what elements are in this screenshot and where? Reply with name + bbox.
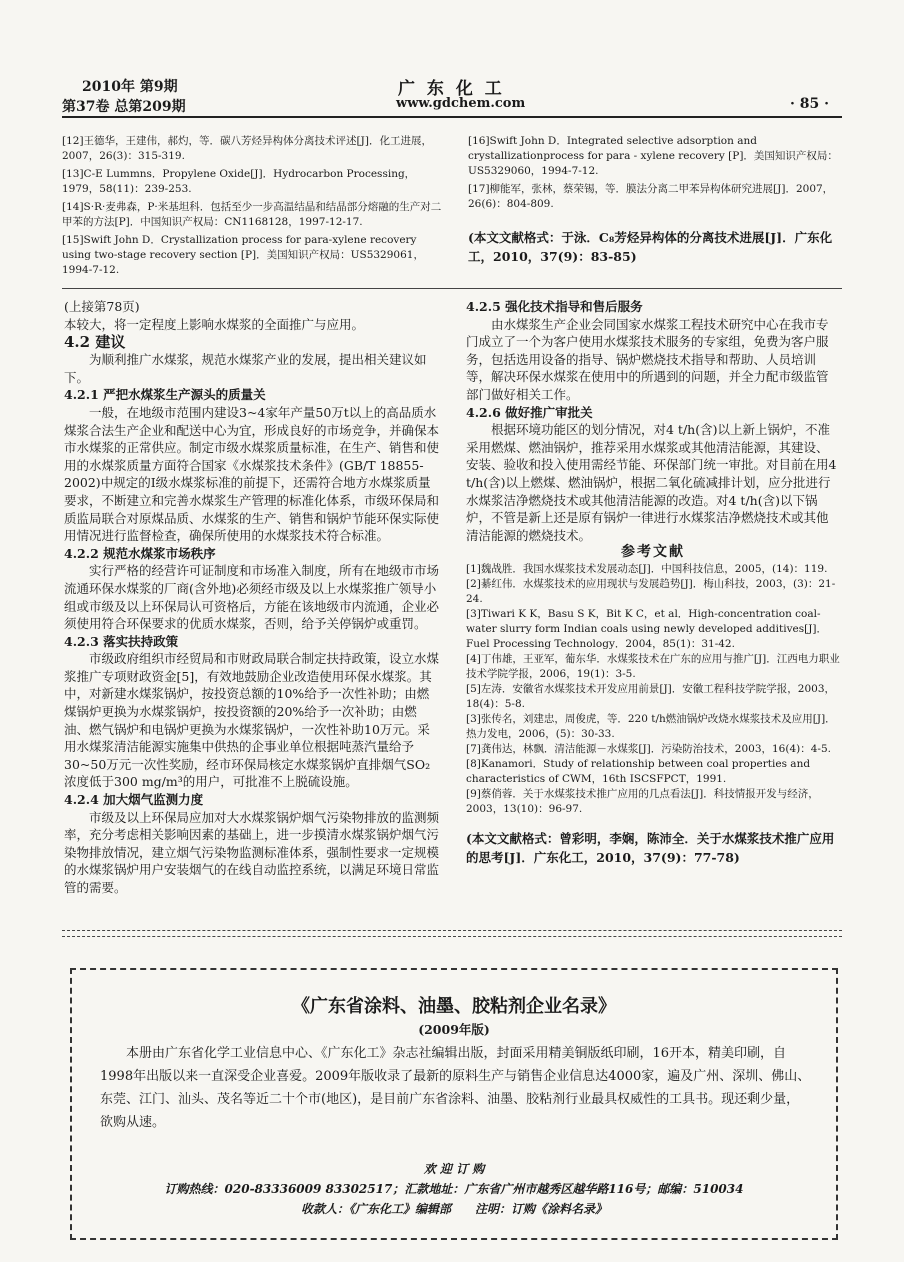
reference-item: [8]Kanamori．Study of relationship between coal properties and characteristics of CWM，16th ISCSFPCT，1991. [466,757,811,785]
reference-item: [15]Swift John D．Crystallization process for para-xylene recovery using two-stage recovery section [P]．美国知识产权局：US5329061，1994-7-12. [62,234,424,276]
ad-body: 本册由广东省化学工业信息中心、《广东化工》杂志社编辑出版，封面采用精美铜版纸印刷，16开本，精美印刷，自1998年出版以来一直深受企业喜爱。2009年版收录了最新的原料生产与销售企业信息达4000家，遍及广州、深圳、佛山、东莞、江门、汕头、茂名等近二十个市(地区)，是目前广东省涂料、油墨、胶粘剂行业最具权威性的工具书。现还剩少量，欲购从速。 [100,1046,811,1130]
section-divider [62,936,842,937]
subsection-heading-4-2-3: 4.2.3 落实扶持政策 [64,633,179,649]
reference-item: [5]左涛．安徽省水煤浆技术开发应用前景[J]．安徽工程科技学院学报，2003，18(4)：5-8. [466,682,835,710]
journal-title: 广 东 化 工 [398,79,505,99]
subsection-heading-4-2-4: 4.2.4 加大烟气监测力度 [64,792,204,808]
prev-references-left [62,134,442,281]
paragraph: 由水煤浆生产企业会同国家水煤浆工程技术研究中心在我市专门成立了一个为客户使用水煤浆技术服务的专家组，免费为客户服务，包括选用设备的指导、锅炉燃烧技术指导和帮助、人员培训等，解决环保水煤浆在使用中的所遇到的问题，并全力配市级监管部门做好相关工作。 [466,316,829,402]
prev-article-citation: (本文文献格式：于泳．C₈芳烃异构体的分离技术进展[J]．广东化工，2010，37(9)：83-85) [468,230,833,264]
ad-recipient-line: 收款人：《广东化工》编辑部 注明：订购《涂料名录》 [300,1202,607,1216]
prev-references-right [468,134,840,279]
subsection-heading-4-2-5: 4.2.5 强化技术指导和售后服务 [466,299,643,314]
issue-label: 2010年 第9期 [82,79,178,95]
paragraph: 为顺利推广水煤浆，规范水煤浆产业的发展，提出相关建议如下。 [64,352,427,385]
subsection-heading-4-2-6: 4.2.6 做好推广审批关 [466,404,593,420]
ad-welcome: 欢 迎 订 购 [423,1162,485,1176]
paragraph: 一般，在地级市范围内建设3~4家年产量50万t以上的高品质水煤浆合法生产企业和配送中心为宜，形成良好的市场竞争，并确保本市水煤浆的正常供应。制定市级水煤浆质量标准，在生产、销售和使用的水煤浆质量方面符合国家《水煤浆技术条件》(GB/T 18855-2002)中规定的Ⅰ级水煤浆标准的前提下，还需符合地方水煤浆质量要求，不断建立和完善水煤浆生产管理的标准化体系，市级环保局和质监局联合对原煤品质、水煤浆的生产、销售和锅炉节能环保实际使用情况进行监督检查，确保所使用的水煤浆技术符合标准。 [64,404,440,544]
paragraph: 市级政府组织市经贸局和市财政局联合制定扶持政策，设立水煤浆推广专项财政资金[5]，有效地鼓励企业改造使用环保水煤浆。其中，对新建水煤浆锅炉，按投资总额的10%给予一次性补助；由燃煤锅炉更换为水煤浆锅炉，按投资额的20%给予一次补助；由燃油、燃气锅炉和电锅炉更换为水煤浆锅炉，一次性补助10万元。采用水煤浆清洁能源实施集中供热的企事业单位根据吨蒸汽量给予30~50万元一次性奖励，经市环保局核定水煤浆锅炉直排烟气SO₂浓度低于300 mg/m³的用户，可批准不上脱硫设施。 [64,651,440,790]
reference-item: [14]S·R·麦弗森，P·米基坦科．包括至少一步高温结晶和结晶部分熔融的生产对二甲苯的方法[P]．中国知识产权局：CN1168128，1997-12-17. [62,201,442,228]
header-rule [62,116,842,118]
reference-item: [3]张传名，刘建忠，周俊虎，等．220 t/h燃油锅炉改烧水煤浆技术及应用[J]．热力发电，2006，(5)：30-33. [466,712,836,740]
reference-item: [3]Tiwari K K，Basu S K，Bit K C，et al．High-concentration coal-water slurry form Indian coals using newly developed additives[J]．Fuel Processing Technology．2004，85(1)：31-42. [466,607,828,650]
journal-website: www.gdchem.com [396,96,526,111]
references-heading: 参考文献 [621,544,685,561]
reference-item: [12]王德华，王建伟，郝灼，等．碳八芳烃异构体分离技术评述[J]．化工进展，2007，26(3)：315-319. [62,135,432,162]
reference-item: [9]蔡俏蓉．关于水煤浆技术推广应用的几点看法[J]．科技情报开发与经济，2003，13(10)：96-97. [466,787,819,815]
reference-item: [13]C-E Lummns．Propylene Oxide[J]．Hydrocarbon Processing，1979，58(11)：239-253. [62,168,416,195]
subsection-heading-4-2-2: 4.2.2 规范水煤浆市场秩序 [64,545,216,561]
article-citation: (本文文献格式：曾彩明，李娴，陈沛全．关于水煤浆技术推广应用的思考[J]．广东化工，2010，37(9)：77-78) [466,830,835,865]
subsection-heading-4-2-1: 4.2.1 严把水煤浆生产源头的质量关 [64,387,266,403]
reference-item: [16]Swift John D．Integrated selective adsorption and crystallizationprocess for para - xylene recovery [P]．美国知识产权局：US5329060，1994-7-12. [468,135,838,177]
paragraph: 根据环境功能区的划分情况，对4 t/h(含)以上新上锅炉，不准采用燃煤、燃油锅炉，推荐采用水煤浆或其他清洁能源，其建设、安装、验收和投入使用需经节能、环保部门统一审批。对目前在用4 t/h(含)以上燃煤、燃油锅炉，根据二氧化硫减排计划，应分批进行水煤浆洁净燃烧技术或其他清洁能源的改造。对4 t/h(含)以下锅炉，不管是新上还是原有锅炉一律进行水煤浆洁净燃烧技术或其他清洁能源的燃烧技术。 [466,422,837,543]
reference-item: [17]柳能军，张林，蔡荣锡，等．膜法分离二甲苯异构体研究进展[J]．2007，26(6)：804-809. [468,183,834,210]
reference-item: [1]魏战胜．我国水煤浆技术发展动态[J]．中国科技信息，2005，(14)：119. [466,562,828,575]
section-divider [62,930,842,931]
reference-item: [7]龚伟达，林飘．清洁能源－水煤浆[J]．污染防治技术，2003，16(4)：4-5. [466,742,831,755]
section-heading-4-2: 4.2 建议 [64,333,126,352]
continued-note: (上接第78页) [64,299,140,314]
page-number: · 85 · [790,96,829,112]
paragraph: 市级及以上环保局应加对大水煤浆锅炉烟气污染物排放的监测频率，充分考虑相关影响因素的基础上，进一步摸清水煤浆锅炉烟气污染物排放情况，建立烟气污染物监测标准体系，强制性要求一定规模的水煤浆锅炉用户安装烟气的在线自动监控系统，以满足环境日常监管的需要。 [64,809,440,895]
ad-edition: (2009年版) [418,1022,490,1037]
section-divider [62,288,842,289]
reference-item: [2]綦红伟．水煤浆技术的应用现状与发展趋势[J]．梅山科技，2003，(3)：21-24. [466,577,836,605]
ad-contact-line: 订购热线：020-83336009 83302517；汇款地址：广东省广州市越秀区越华路116号；邮编：510034 [164,1182,744,1196]
reference-item: [4]丁伟雄，王亚军，葡东华．水煤浆技术在广东的应用与推广[J]．江西电力职业技术学院学报，2006，19(1)：3-5. [466,652,840,680]
volume-label: 第37卷 总第209期 [62,99,186,115]
directory-advertisement [70,968,838,1240]
article-left-column [64,298,440,897]
paragraph: 本较大，将一定程度上影响水煤浆的全面推广与应用。 [64,316,365,332]
paragraph: 实行严格的经营许可证制度和市场准入制度，所有在地级市市场流通环保水煤浆的厂商(含外地)必须经市级及以上水煤浆推广领导小组或市级及以上环保局认可资格后，方能在该地级市内流通，企业必须使用符合环保要求的优质水煤浆，否则，给予关停锅炉或重罚。 [64,563,440,632]
ad-title: 《广东省涂料、油墨、胶粘剂企业名录》 [292,996,616,1017]
article-right-column [466,298,840,867]
